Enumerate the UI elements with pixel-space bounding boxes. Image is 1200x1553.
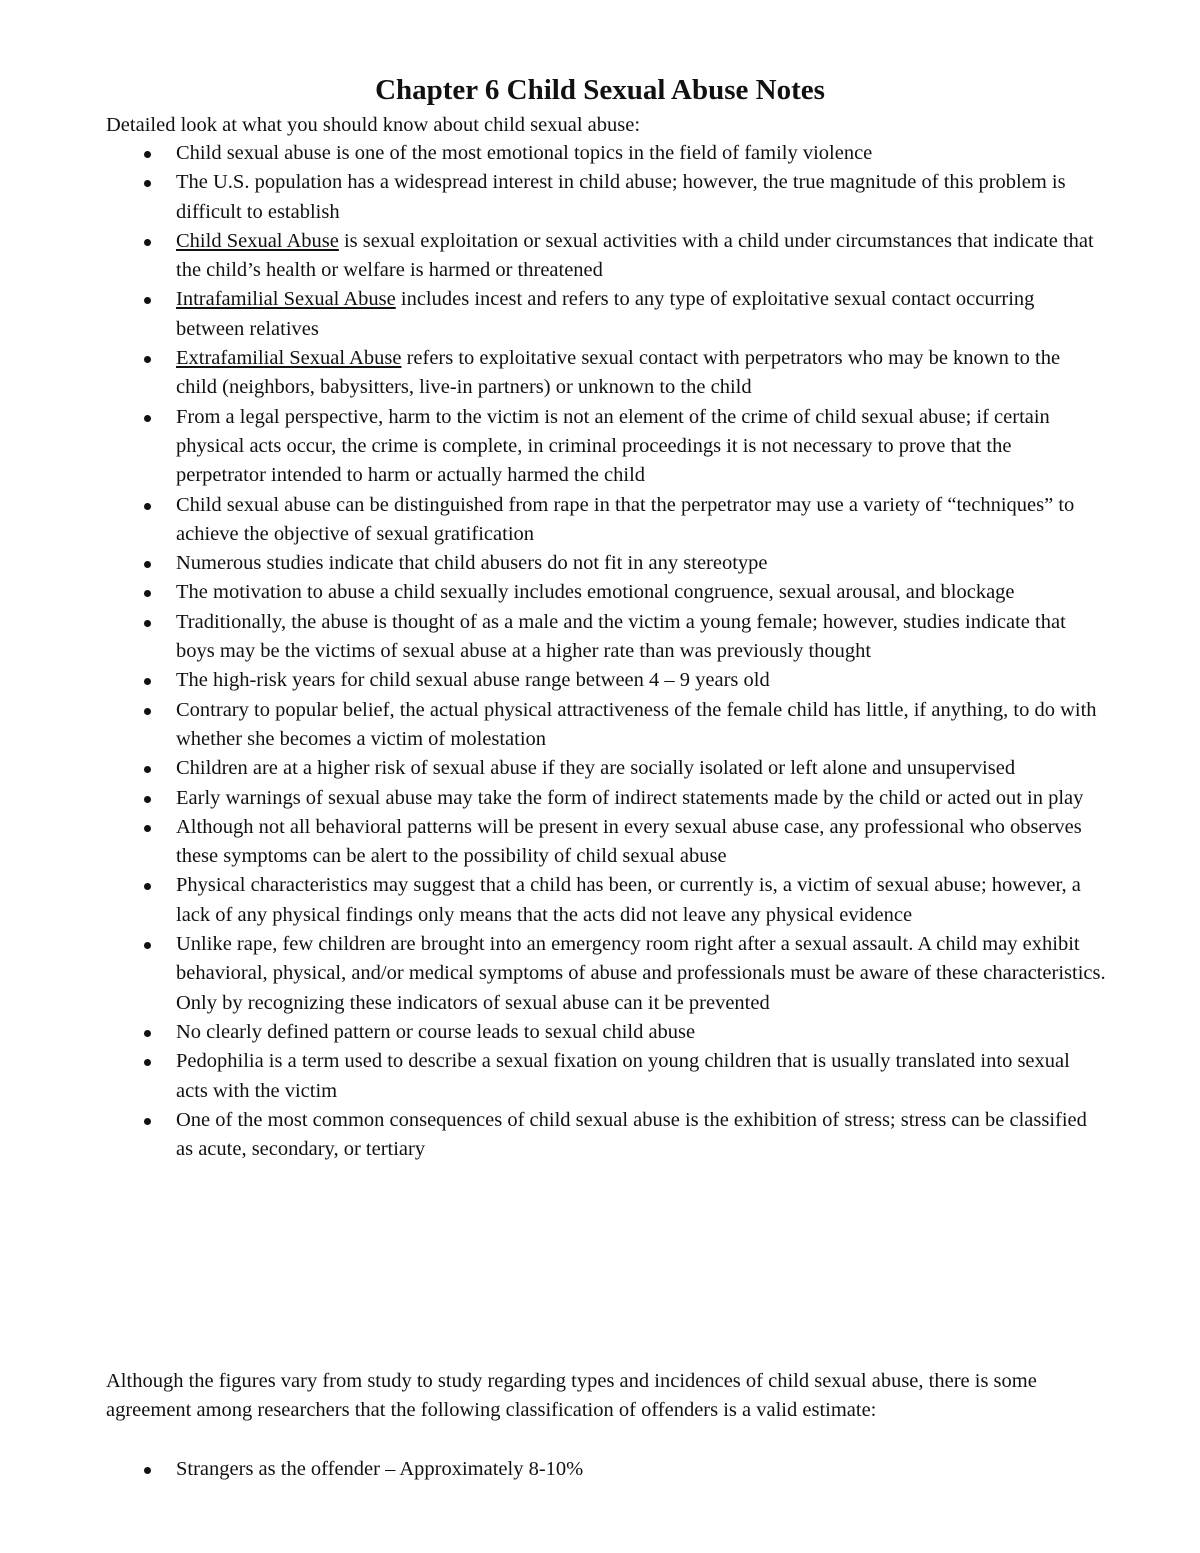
bullet-icon — [144, 678, 151, 685]
bullet-icon — [144, 1467, 151, 1474]
bullet-item — [106, 344, 1106, 403]
bullet-icon — [144, 356, 151, 363]
bullet-text: Numerous studies indicate that child abusers do not fit in any stereotype — [176, 552, 768, 575]
bullet-icon — [144, 239, 151, 246]
bullet-icon — [144, 620, 151, 627]
bullet-item — [106, 871, 1106, 930]
intro-text: Detailed look at what you should know about child sexual abuse: — [106, 114, 641, 136]
bullet-item — [106, 1047, 1106, 1106]
bullet-text: One of the most common consequences of child sexual abuse is the exhibition of stress; stress can be classified as acute, secondary, or tertiary — [176, 1108, 1087, 1161]
bullet-item — [106, 1455, 1106, 1484]
closing-paragraph: Although the figures vary from study to study regarding types and incidences of child sexual abuse, there is some agreement among researchers that the following classification of offenders is a valid estimate: — [106, 1370, 1037, 1422]
bullet-item — [106, 285, 1106, 344]
bullet-text: Physical characteristics may suggest that a child has been, or currently is, a victim of sexual abuse; however, a lack of any physical findings only means that the acts did not leave any physical evidence — [176, 874, 1081, 926]
notes-bullet-list — [106, 139, 1106, 1164]
bullet-text: From a legal perspective, harm to the victim is not an element of the crime of child sexual abuse; if certain physical acts occur, the crime is complete, in criminal proceedings it is not necessary to prove that the perpetrator intended to harm or actually harmed the child — [176, 405, 1050, 487]
bullet-item — [106, 168, 1106, 227]
bullet-icon — [144, 708, 151, 715]
offender-bullet-list — [106, 1455, 1106, 1484]
bullet-item — [106, 608, 1106, 667]
bullet-item — [106, 930, 1106, 1018]
bullet-icon — [144, 796, 151, 803]
bullet-item — [106, 666, 1106, 695]
bullet-text: includes incest and refers to any type of exploitative sexual contact occurring between relatives — [176, 288, 1035, 340]
bullet-icon — [144, 942, 151, 949]
bullet-item — [106, 139, 1106, 168]
bullet-icon — [144, 825, 151, 832]
defined-term: Intrafamilial Sexual Abuse — [176, 288, 396, 311]
bullet-item — [106, 549, 1106, 578]
bullet-icon — [144, 180, 151, 187]
bullet-text: The motivation to abuse a child sexually includes emotional congruence, sexual arousal, and blockage — [176, 581, 1015, 604]
bullet-text: Although not all behavioral patterns will be present in every sexual abuse case, any professional who observes these symptoms can be alert to the possibility of child sexual abuse — [176, 815, 1082, 868]
defined-term: Child Sexual Abuse — [176, 229, 339, 252]
bullet-icon — [144, 883, 151, 890]
bullet-text: refers to exploitative sexual contact with perpetrators who may be known to the child (neighbors, babysitters, live-in partners) or unknown to the child — [176, 347, 1061, 399]
bullet-item — [106, 1018, 1106, 1047]
bullet-item — [106, 227, 1106, 286]
bullet-icon — [144, 561, 151, 568]
bullet-icon — [144, 1030, 151, 1037]
bullet-item — [106, 784, 1106, 813]
bullet-text: Children are at a higher risk of sexual abuse if they are socially isolated or left alone and unsupervised — [176, 757, 1016, 780]
bullet-text: The U.S. population has a widespread interest in child abuse; however, the true magnitude of this problem is difficult to establish — [176, 171, 1066, 223]
bullet-icon — [144, 415, 151, 422]
defined-term: Extrafamilial Sexual Abuse — [176, 347, 402, 370]
bullet-text: The high-risk years for child sexual abuse range between 4 – 9 years old — [176, 669, 770, 692]
bullet-item — [106, 696, 1106, 755]
bullet-item — [106, 754, 1106, 783]
bullet-text: Strangers as the offender – Approximately 8-10% — [176, 1458, 584, 1480]
bullet-item — [106, 578, 1106, 607]
bullet-text: Pedophilia is a term used to describe a sexual fixation on young children that is usually translated into sexual acts with the victim — [176, 1050, 1070, 1102]
bullet-icon — [144, 503, 151, 510]
bullet-icon — [144, 590, 151, 597]
bullet-icon — [144, 297, 151, 304]
bullet-icon — [144, 151, 151, 158]
bullet-text: is sexual exploitation or sexual activities with a child under circumstances that indicate that the child’s health or welfare is harmed or threatened — [176, 229, 1094, 282]
bullet-item — [106, 403, 1106, 491]
bullet-item — [106, 491, 1106, 550]
bullet-icon — [144, 766, 151, 773]
bullet-item — [106, 813, 1106, 872]
bullet-item — [106, 1106, 1106, 1165]
bullet-icon — [144, 1118, 151, 1125]
bullet-text: Early warnings of sexual abuse may take the form of indirect statements made by the child or acted out in play — [176, 786, 1084, 809]
bullet-text: Child sexual abuse can be distinguished from rape in that the perpetrator may use a variety of “techniques” to achieve the objective of sexual gratification — [176, 493, 1075, 545]
bullet-text: Contrary to popular belief, the actual physical attractiveness of the female child has little, if anything, to do with whether she becomes a victim of molestation — [176, 698, 1097, 750]
bullet-text: No clearly defined pattern or course leads to sexual child abuse — [176, 1020, 696, 1043]
bullet-text: Child sexual abuse is one of the most emotional topics in the field of family violence — [176, 142, 873, 164]
page-title: Chapter 6 Child Sexual Abuse Notes — [375, 74, 825, 106]
bullet-icon — [144, 1059, 151, 1066]
bullet-text: Unlike rape, few children are brought into an emergency room right after a sexual assault. A child may exhibit behavioral, physical, and/or medical symptoms of abuse and professionals must be aware of these characteristics. Only by recognizing these indicators of sexual abuse can it be prevented — [176, 933, 1106, 1014]
bullet-text: Traditionally, the abuse is thought of as a male and the victim a young female; however, studies indicate that boys may be the victims of sexual abuse at a higher rate than was previously thought — [176, 610, 1066, 663]
